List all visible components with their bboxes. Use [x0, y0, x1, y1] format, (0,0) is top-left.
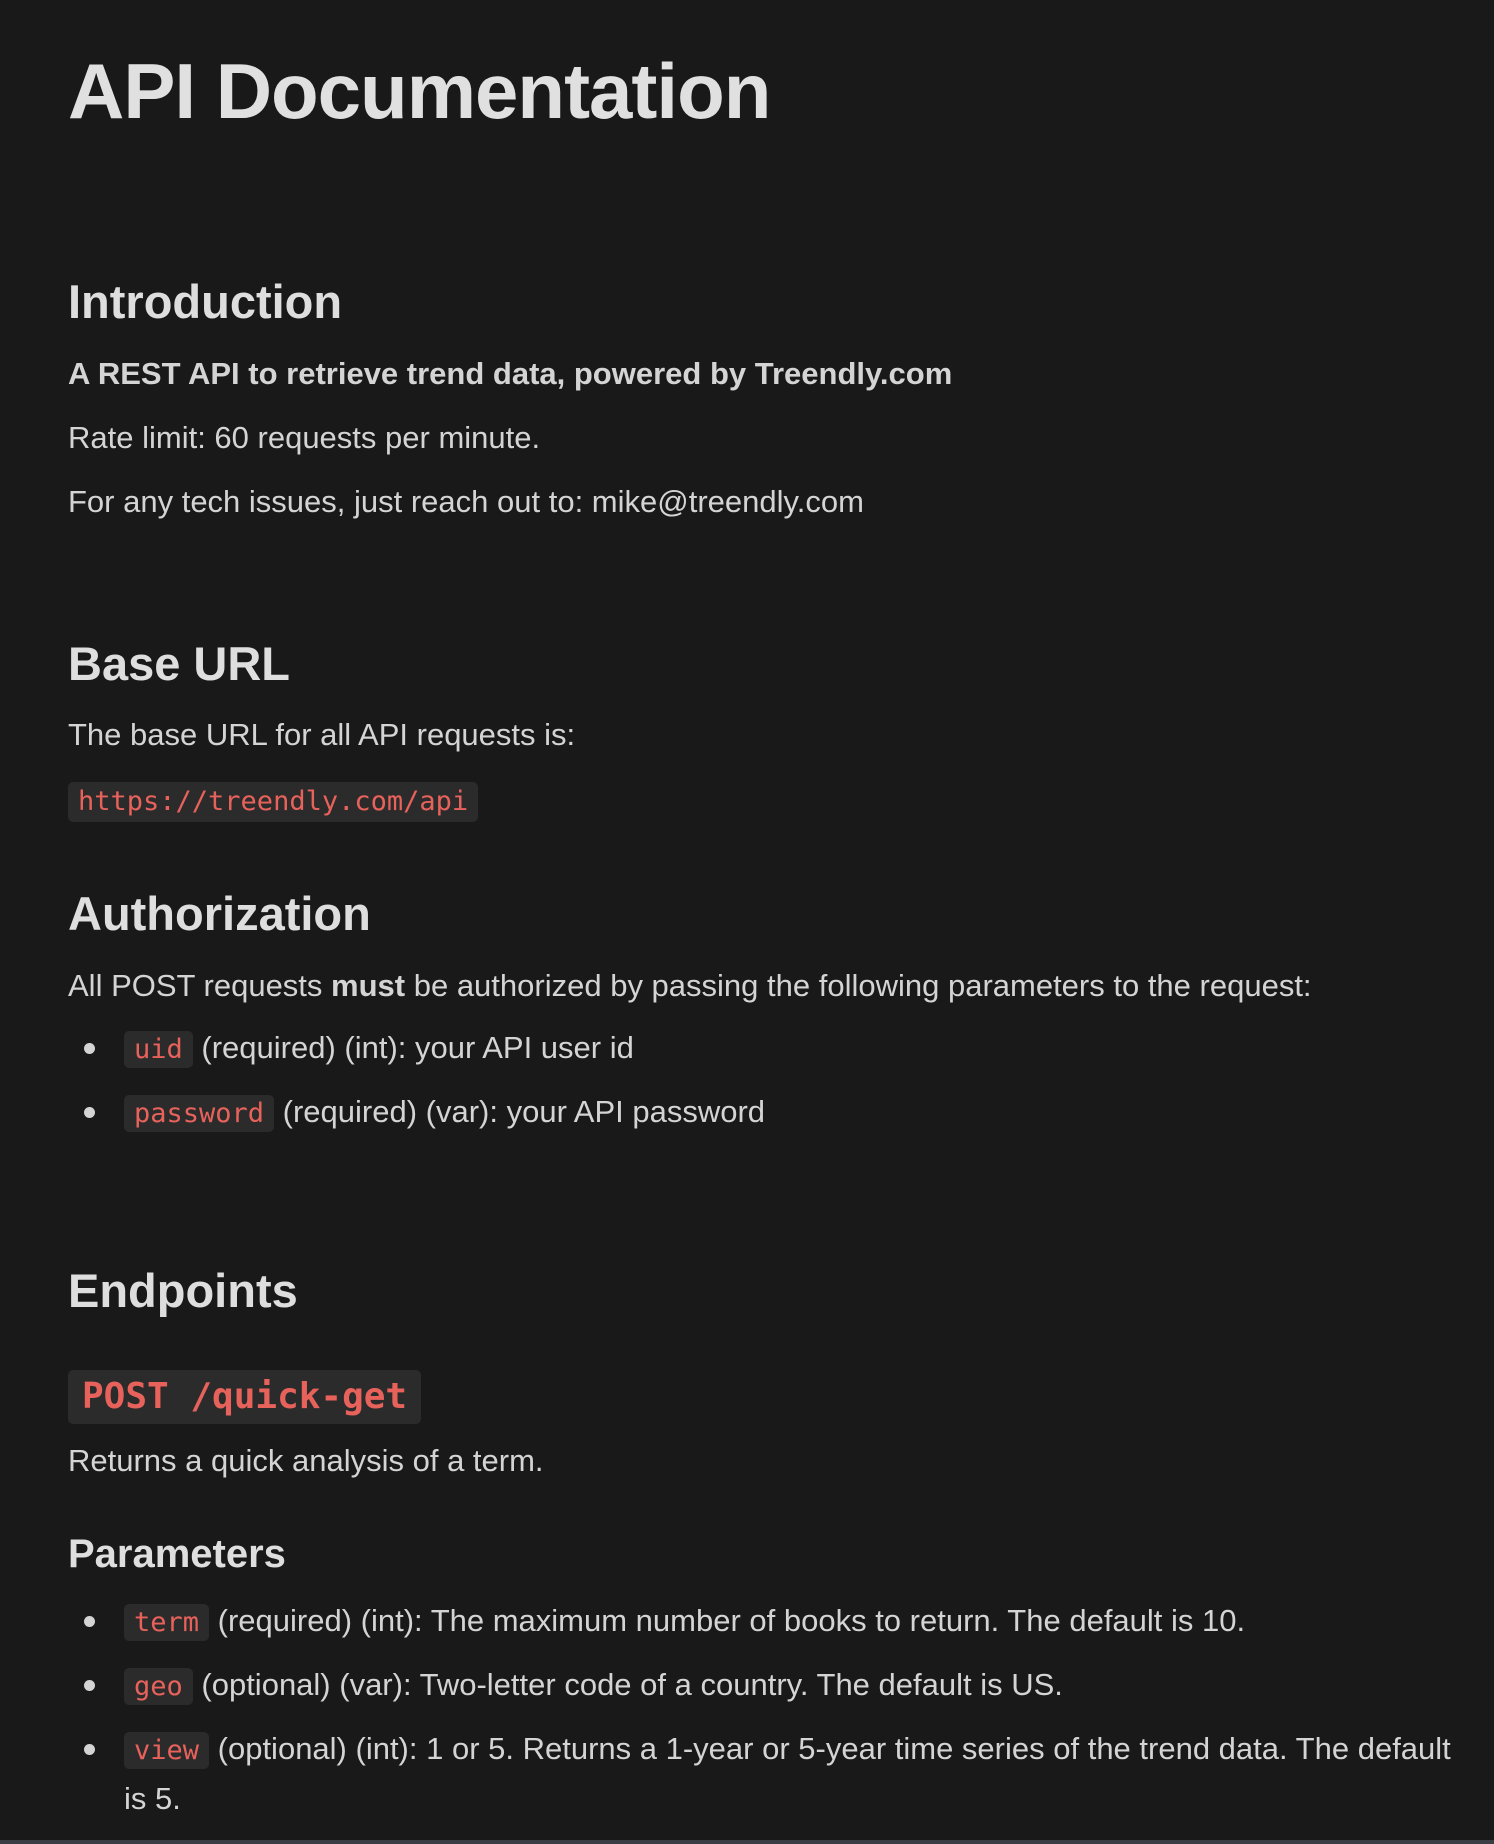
param-name-geo: geo [124, 1668, 193, 1705]
contact-text: For any tech issues, just reach out to: mike@treendly.com [68, 484, 864, 519]
authorization-heading: Authorization [68, 887, 371, 940]
endpoint-description: Returns a quick analysis of a term. [68, 1443, 544, 1478]
bullet-icon [84, 1744, 95, 1755]
param-name-uid: uid [124, 1031, 193, 1068]
base-url-code: https://treendly.com/api [68, 782, 478, 822]
param-name-password: password [124, 1095, 274, 1132]
bullet-icon [84, 1107, 95, 1118]
base-url-heading: Base URL [68, 637, 291, 690]
authorization-text-bold: must [331, 968, 406, 1003]
bullet-icon [84, 1043, 95, 1054]
authorization-text [68, 966, 1312, 1006]
param-desc: (required) (int): The maximum number of books to return. The default is 10. [209, 1603, 1246, 1638]
introduction-heading: Introduction [68, 275, 343, 328]
page-title: API Documentation [68, 47, 771, 135]
authorization-text-after: be authorized by passing the following parameters to the request: [405, 968, 1312, 1003]
bottom-divider [0, 1840, 1494, 1844]
param-desc: (required) (int): your API user id [192, 1030, 634, 1065]
param-desc: (optional) (int): 1 or 5. Returns a 1-year or 5-year time series of the trend data. The default is 5. [124, 1731, 1451, 1816]
endpoint-quick-get: POST /quick-get [68, 1370, 421, 1424]
base-url-text: The base URL for all API requests is: [68, 717, 576, 752]
param-desc: (required) (var): your API password [274, 1094, 766, 1129]
introduction-tagline: A REST API to retrieve trend data, powered by Treendly.com [68, 356, 953, 391]
bullet-icon [84, 1680, 95, 1691]
param-name-term: term [124, 1604, 209, 1641]
endpoints-heading: Endpoints [68, 1264, 298, 1317]
param-name-view: view [124, 1732, 209, 1769]
bullet-icon [84, 1616, 95, 1627]
authorization-text-before: All POST requests [68, 968, 332, 1003]
rate-limit-text: Rate limit: 60 requests per minute. [68, 420, 541, 455]
param-desc: (optional) (var): Two-letter code of a country. The default is US. [192, 1667, 1063, 1702]
parameters-heading: Parameters [68, 1532, 286, 1576]
